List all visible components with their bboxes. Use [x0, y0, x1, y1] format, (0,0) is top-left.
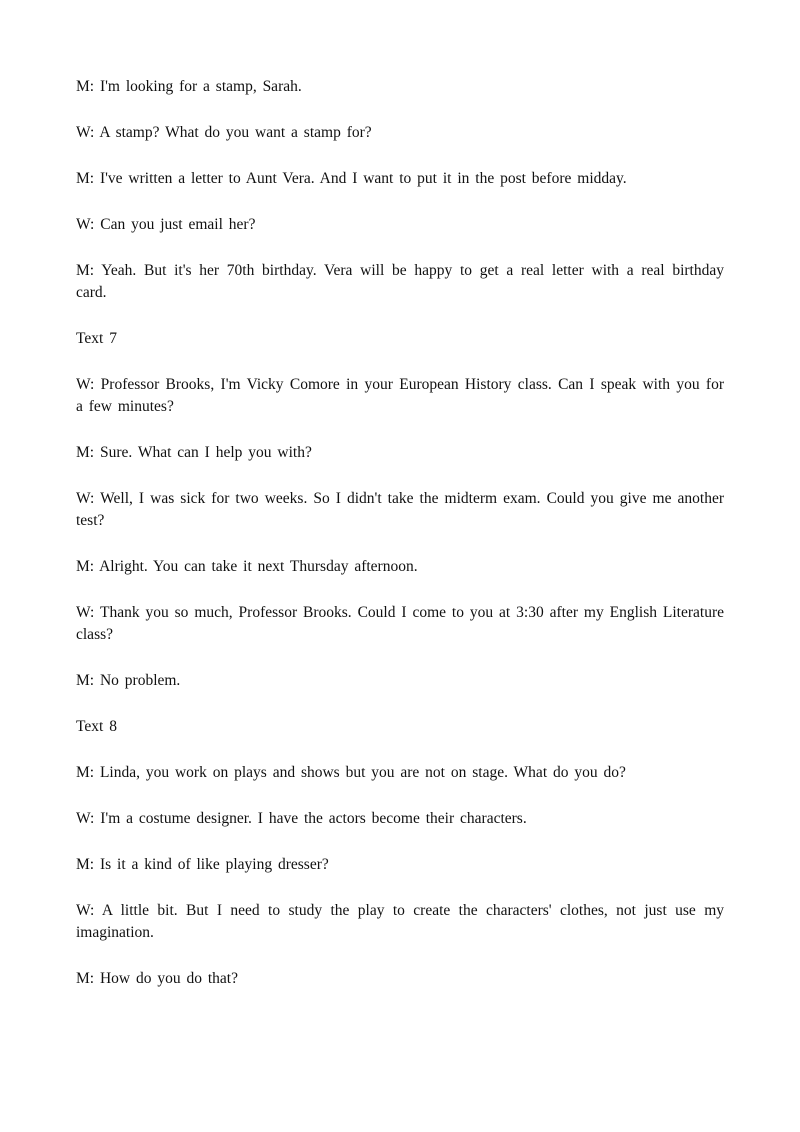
dialogue-line: M: No problem.	[76, 672, 181, 689]
dialogue-line: W: Thank you so much, Professor Brooks. Could I come to you at 3:30 after my English Literature class?	[76, 604, 724, 643]
dialogue-line: W: A little bit. But I need to study the play to create the characters' clothes, not just use my imagination.	[76, 902, 724, 941]
dialogue-line: W: Well, I was sick for two weeks. So I didn't take the midterm exam. Could you give me another test?	[76, 490, 724, 529]
section-heading: Text 8	[76, 718, 117, 735]
dialogue-line: M: Is it a kind of like playing dresser?	[76, 856, 329, 873]
dialogue-line: M: I'm looking for a stamp, Sarah.	[76, 78, 302, 95]
dialogue-line: M: Linda, you work on plays and shows but you are not on stage. What do you do?	[76, 764, 626, 781]
dialogue-line: M: How do you do that?	[76, 970, 238, 987]
document-body	[76, 76, 724, 1014]
dialogue-line: M: Sure. What can I help you with?	[76, 444, 312, 461]
dialogue-line: M: I've written a letter to Aunt Vera. And I want to put it in the post before midday.	[76, 170, 627, 187]
dialogue-line: W: Professor Brooks, I'm Vicky Comore in your European History class. Can I speak with you for a few minutes?	[76, 376, 724, 415]
dialogue-line: M: Alright. You can take it next Thursday afternoon.	[76, 558, 418, 575]
dialogue-line: M: Yeah. But it's her 70th birthday. Vera will be happy to get a real letter with a real birthday card.	[76, 262, 724, 301]
dialogue-line: W: Can you just email her?	[76, 216, 256, 233]
section-heading: Text 7	[76, 330, 117, 347]
dialogue-line: W: I'm a costume designer. I have the actors become their characters.	[76, 810, 527, 827]
dialogue-line: W: A stamp? What do you want a stamp for?	[76, 124, 372, 141]
